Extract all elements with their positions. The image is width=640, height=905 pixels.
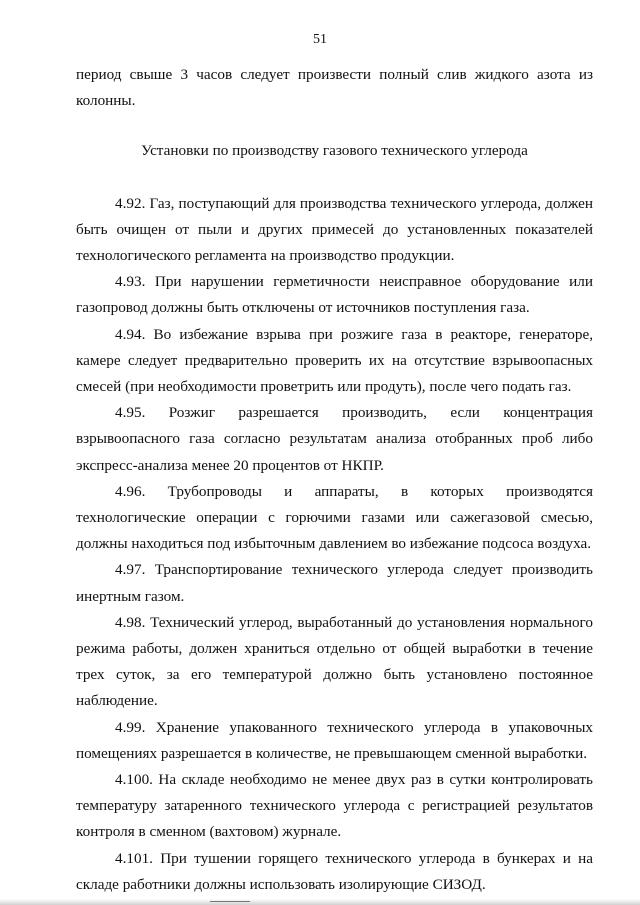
paragraph-4-101: 4.101. При тушении горящего технического углерода в бункерах и на складе работники должны использовать изолирующие СИЗОД. — [76, 849, 593, 893]
paragraph-4-96: 4.96. Трубопроводы и аппараты, в которых производятся технологические операции с горючими газами или сажегазовой смесью, должны находиться под избыточным давлением во избежание подсоса воздуха. — [76, 482, 593, 553]
paragraph-4-93: 4.93. При нарушении герметичности неисправное оборудование или газопровод должны быть отключены от источников поступления газа. — [76, 273, 593, 317]
scan-bottom-edge — [0, 899, 640, 905]
paragraph-4-99: 4.99. Хранение упакованного технического углерода в упаковочных помещениях разрешается в количестве, не превышающем сменной выработки. — [76, 718, 593, 762]
paragraph-4-97: 4.97. Транспортирование технического углерода следует производить инертным газом. — [76, 561, 593, 605]
scan-artifact-line — [210, 901, 250, 902]
paragraph-4-92: 4.92. Газ, поступающий для производства технического углерода, должен быть очищен от пыли и других примесей до установленных показателей технологического регламента на производство продукции. — [76, 194, 593, 265]
paragraph-4-98: 4.98. Технический углерод, выработанный до установления нормального режима работы, должен храниться отдельно от общей выработки в течение трех суток, за его температурой должно быть установлено постоянное наблюдение. — [76, 613, 593, 710]
paragraph-4-95: 4.95. Розжиг разрешается производить, если концентрация взрывоопасного газа согласно результатам анализа отобранных проб либо экспресс-анализа менее 20 процентов от НКПР. — [76, 404, 593, 474]
paragraph-4-94: 4.94. Во избежание взрыва при розжиге газа в реакторе, генераторе, камере следует предварительно проверить их на отсутствие взрывоопасных смесей (при необходимости проветрить или продуть), после чего подать газ. — [76, 325, 593, 396]
document-body — [76, 62, 593, 898]
page-number: 51 — [313, 32, 327, 47]
continuation-paragraph: период свыше 3 часов следует произвести полный слив жидкого азота из колонны. — [76, 66, 593, 110]
paragraph-4-100: 4.100. На складе необходимо не менее двух раз в сутки контролировать температуру затаренного технического углерода с регистрацией результатов контроля в сменном (вахтовом) журнале. — [76, 771, 593, 841]
section-heading: Установки по производству газового технического углерода — [141, 142, 528, 160]
